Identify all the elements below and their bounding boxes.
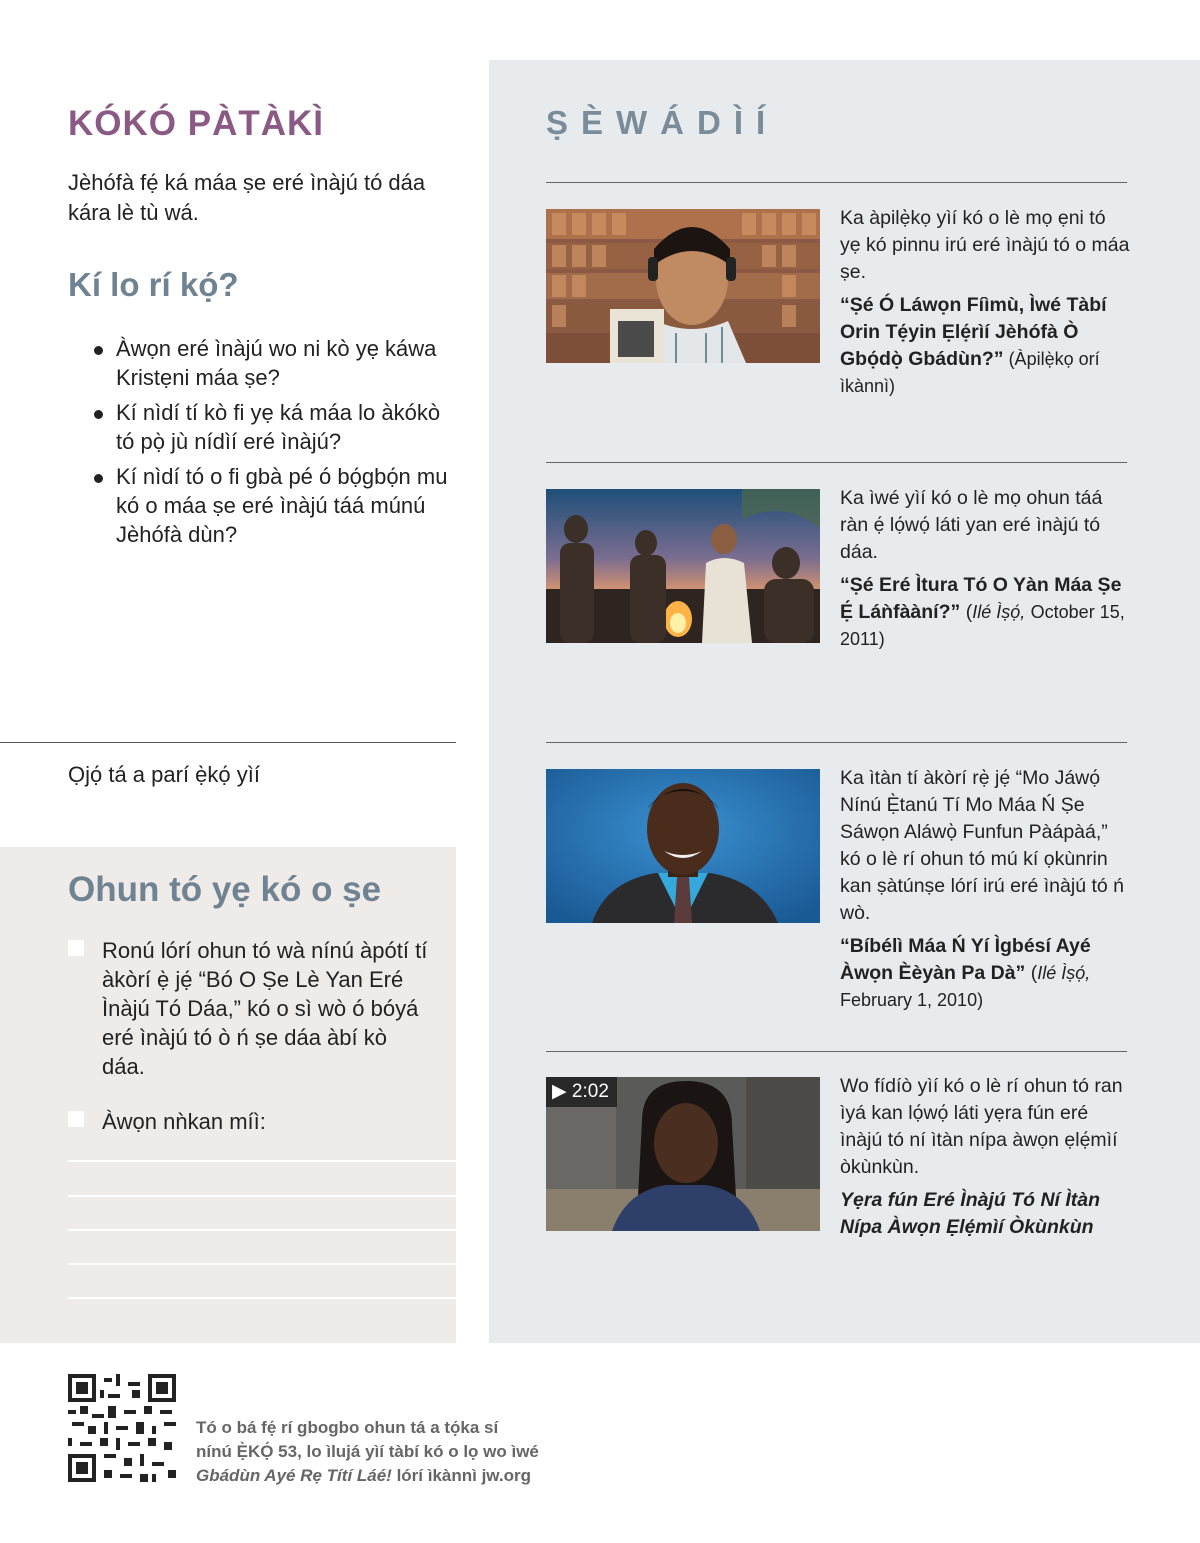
writing-line[interactable] xyxy=(68,1229,456,1231)
resource-3-text xyxy=(840,765,1130,1014)
footer-book-title: Gbádùn Ayé Rẹ Títí Láé! xyxy=(196,1466,392,1485)
footer-note xyxy=(196,1416,576,1488)
resource-2-text xyxy=(840,485,1130,653)
video-duration: 2:02 xyxy=(571,1081,609,1102)
resource-4-text xyxy=(840,1073,1130,1241)
todo-checkbox[interactable] xyxy=(68,1111,84,1127)
resource-description: Wo fídíò yìí kó o lè rí ohun tó ran ìyá kan lọ́wọ́ láti yẹra fún eré ìnàjú tó ní ìtàn nípa àwọn ẹlẹ́mìí òkùnkùn. xyxy=(840,1075,1123,1178)
divider xyxy=(546,742,1127,743)
divider xyxy=(546,182,1127,183)
resource-reference[interactable]: “Ṣé Eré Ìtura Tó O Yàn Máa Ṣe Ẹ́ Láǹfààní?” (Ilé Ìṣọ́, October 15, 2011) xyxy=(840,574,1125,649)
todo-box xyxy=(0,847,456,1343)
resource-ref-title[interactable]: Yẹra fún Eré Ìnàjú Tó Ní Ìtàn Nípa Àwọn Ẹlẹ́mìí Òkùnkùn xyxy=(840,1189,1101,1238)
resource-reference[interactable] xyxy=(840,292,1130,400)
resource-ref-date: February 1, 2010) xyxy=(840,990,984,1010)
todo-item-text: Ronú lórí ohun tó wà nínú àpótí tí àkòrí ẹ̀ jẹ́ “Bó O Ṣe Lè Yan Eré Ìnàjú Tó Dáa,” kó o sì wò ó bóyá eré ìnàjú tó ò ń ṣe dáa àbí kò dáa. xyxy=(102,938,428,1079)
main-point-text: Jèhófà fẹ́ ká máa ṣe eré ìnàjú tó dáa kára lè tù wá. xyxy=(68,170,426,225)
review-questions-title: Kí lo rí kọ́? xyxy=(68,266,239,303)
todo-item xyxy=(68,936,428,1081)
resource-ref-title[interactable]: “Ṣé Ó Láwọn Fíìmù, Ìwé Tàbí Orin Tẹ́yin Ẹlẹ́rìí Jèhófà Ò Gbọ́dọ̀ Gbádùn?” xyxy=(840,294,1107,370)
divider xyxy=(546,462,1127,463)
resource-1-text xyxy=(840,205,1130,400)
teen-headphones-image[interactable] xyxy=(546,209,820,363)
divider xyxy=(546,1051,1127,1052)
todo-item-text: Àwọn nǹkan míì: xyxy=(102,1109,266,1134)
resource-description: Ka ìtàn tí àkòrí rẹ̀ jẹ́ “Mo Jáwọ́ Nínú Ẹ̀tanú Tí Mo Máa Ń Ṣe Sáwọn Aláwọ̀ Funfun Pàápàá,” kó o lè rí ohun tó mú kí ọkùnrin kan ṣàtúnṣe lórí irú eré ìnàjú tó ń wò. xyxy=(840,767,1124,924)
resource-ref-source: (Àpilẹ̀kọ orí ìkànnì) xyxy=(840,349,1100,396)
resource-ref-date: October 15, 2011) xyxy=(840,602,1125,649)
video-duration-badge xyxy=(546,1077,617,1107)
todo-title: Ohun tó yẹ kó o ṣe xyxy=(68,870,382,909)
play-icon[interactable]: ▶ xyxy=(552,1081,567,1102)
research-title: ṢÈWÁDÌÍ xyxy=(546,104,779,141)
footer-line: nínú Ẹ̀KỌ́ 53, lo ìlujá yìí tàbí kó o lọ wo ìwé xyxy=(196,1442,539,1461)
resource-reference[interactable] xyxy=(840,1187,1130,1241)
completion-date-label: Ọjọ́ tá a parí ẹ̀kọ́ yìí xyxy=(68,762,260,787)
footer-line[interactable]: lórí ìkànnì jw.org xyxy=(391,1466,532,1485)
resource-description: Ka àpilẹ̀kọ yìí kó o lè mọ ẹni tó yẹ kó pinnu irú eré ìnàjú tó o máa ṣe. xyxy=(840,207,1130,283)
writing-line[interactable] xyxy=(68,1297,456,1299)
main-point-title: KÓKÓ PÀTÀKÌ xyxy=(68,104,324,143)
qr-code[interactable] xyxy=(68,1374,176,1482)
review-questions-list xyxy=(92,334,462,555)
resource-description: Ka ìwé yìí kó o lè mọ ohun táá ràn ẹ́ lọ́wọ́ láti yan eré ìnàjú tó dáa. xyxy=(840,487,1103,563)
smiling-man-image[interactable] xyxy=(546,769,820,923)
divider xyxy=(0,742,456,743)
footer-line: Tó o bá fẹ́ rí gbogbo ohun tá a tọ́ka sí xyxy=(196,1418,499,1437)
resource-reference[interactable]: “Bíbélì Máa Ń Yí Ìgbésí Ayé Àwọn Èèyàn Pa Dà” (Ilé Ìṣọ́, February 1, 2010) xyxy=(840,935,1091,1010)
resource-ref-publication: Ilé Ìṣọ́, xyxy=(972,602,1026,622)
resource-ref-title[interactable]: “Bíbélì Máa Ń Yí Ìgbésí Ayé Àwọn Èèyàn Pa Dà” xyxy=(840,935,1091,984)
writing-line[interactable] xyxy=(68,1160,456,1162)
todo-checkbox[interactable] xyxy=(68,940,84,956)
review-question: Àwọn eré ìnàjú wo ni kò yẹ káwa Kristẹni máa ṣe? xyxy=(92,334,462,392)
review-question: Kí nìdí tí kò fi yẹ ká máa lo àkókò tó pọ̀ jù nídìí eré ìnàjú? xyxy=(92,398,462,456)
jesus-disciples-fire-image[interactable] xyxy=(546,489,820,643)
writing-line[interactable] xyxy=(68,1263,456,1265)
todo-item xyxy=(68,1107,428,1136)
resource-ref-publication: Ilé Ìṣọ́, xyxy=(1037,963,1091,983)
woman-video-thumbnail[interactable] xyxy=(546,1077,820,1231)
resource-ref-title[interactable]: “Ṣé Eré Ìtura Tó O Yàn Máa Ṣe Ẹ́ Láǹfààní?” xyxy=(840,574,1122,623)
writing-line[interactable] xyxy=(68,1195,456,1197)
review-question: Kí nìdí tó o fi gbà pé ó bọ́gbọ́n mu kó o máa ṣe eré ìnàjú táá múnú Jèhófà dùn? xyxy=(92,462,462,549)
